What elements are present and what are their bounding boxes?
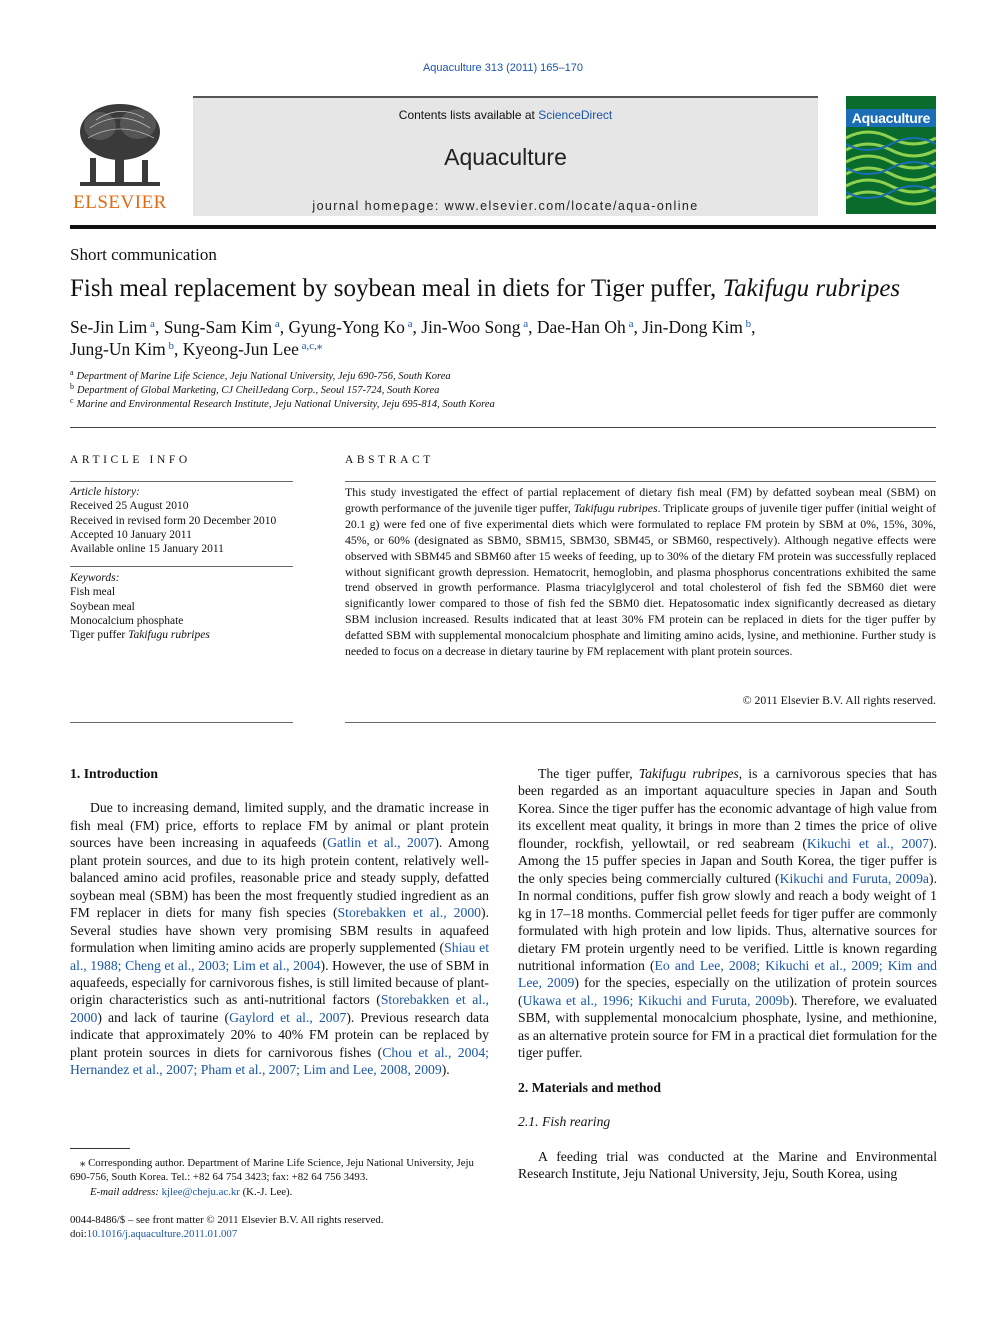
paragraph-text: ). Several studies have shown very promising SBM results in aquafeed formulation when limiting amino acids are properly supplemented ( xyxy=(70,905,490,956)
journal-banner xyxy=(193,96,818,216)
keyword: Monocalcium phosphate xyxy=(70,614,184,627)
citation-link[interactable]: Kikuchi and Furuta, 2009a xyxy=(779,870,930,886)
citation-link[interactable]: Gatlin et al., 2007 xyxy=(327,835,435,851)
paragraph-text: , is a carnivorous species that has been regarded as an important aquaculture species in Japan and South Korea. Since the tiger puffer has the economic advantage of high value from its excellent meat quality, it brings in more than 2 times the price of olive flounder, rockfish, yellowtail, or red seabream ( xyxy=(518,766,937,851)
paragraph-text: ). In normal conditions, puffer fish grow slowly and reach a body weight of 1 kg in 17–18 months. Commercial pellet feeds for tiger puffer are commonly formulated with high protein and low lipids. Thus, alternative sources for dietary FM protein urgently need to be verified. Little is known regarding nutritional information ( xyxy=(518,870,937,973)
paragraph-text: Due to increasing demand, limited supply, and the dramatic increase in fish meal (FM) price, efforts to replace FM by animal or plant protein sources have been increasing in aquafeeds ( xyxy=(70,800,489,851)
journal-citation[interactable]: Aquaculture 313 (2011) 165–170 xyxy=(422,62,584,74)
journal-homepage[interactable]: journal homepage: www.elsevier.com/locate/aqua-online xyxy=(312,199,699,213)
cover-title: Aquaculture xyxy=(846,109,936,127)
paragraph-text: ). However, the use of SBM in aquafeeds, especially for carnivorous fishes, is still limited because of plant-origin characteristics such as anti-nutritional factors ( xyxy=(70,957,489,1008)
author-separator: , xyxy=(174,339,183,359)
email-link[interactable]: kjlee@cheju.ac.kr xyxy=(161,1185,240,1198)
section-heading-introduction: 1. Introduction xyxy=(70,766,158,781)
affiliation-text: Department of Global Marketing, CJ CheilJedang Corp., Seoul 157-724, South Korea xyxy=(77,385,440,396)
article-history xyxy=(70,485,293,556)
paragraph-text: ). Among plant protein sources, and due to its high protein content, relatively well-balanced amino acid profiles, reasonable price and steady supply, defatted soybean meal (SBM) has been the most frequently studied ingredient as an FM replacer in diets for many fish species ( xyxy=(70,835,489,921)
abstract-heading: ABSTRACT xyxy=(345,454,434,466)
author-affiliation-mark[interactable]: a xyxy=(625,318,634,330)
elsevier-logo xyxy=(70,98,170,214)
citation-link[interactable]: Chou et al., 2004; Hernandez et al., 2007; Pham et al., 2007; Lim and Lee, 2008, 2009 xyxy=(70,1044,489,1078)
history-item: Accepted 10 January 2011 xyxy=(70,528,192,541)
abstract-part: . Triplicate groups of juvenile tiger puffer (initial weight of 20.1 g) were fed one of five experimental diets which were formulated to replace FM protein by SBM at 0%, 15%, 30%, 45%, or 60% (designated as SBM0, SBM15, SBM30, SBM45, or SBM60, respectively). Although negative effects were observed with SBM45 and SBM60 after 15 weeks of feeding, up to 30% of the dietary FM protein was successfully replaced without significant growth depression. Hematocrit, hemoglobin, and plasma phosphorus concentrations exhibited the same trend observed in growth performance. Plasma triacylglycerol and total cholesterol of fish fed the SBM60 diet were significantly lower compared to those of fish fed the SBM0 diet. Hepatosomatic index significantly decreased as dietary SBM inclusion increased. Results indicated that at least 30% FM protein can be replaced in diets for the tiger puffer by defatted SBM with supplemental monocalcium phosphate and limiting amino acids, lysine, and methionine. Further study is needed to focus on a decrease in dietary taurine by FM replacement with plant protein sources. xyxy=(345,500,937,659)
paragraph-text: ) and lack of taurine ( xyxy=(97,1009,230,1025)
author-affiliation-mark[interactable]: a xyxy=(520,318,529,330)
keyword xyxy=(70,628,293,642)
issn-line: 0044-8486/$ – see front matter © 2011 Elsevier B.V. All rights reserved. xyxy=(70,1214,384,1226)
elsevier-wordmark: ELSEVIER xyxy=(73,192,167,213)
affiliation-mark: b xyxy=(70,382,74,391)
author-affiliation-mark[interactable]: a xyxy=(272,318,280,330)
author-name: Dae-Han Oh xyxy=(536,317,626,337)
history-item: Received 25 August 2010 xyxy=(70,500,189,513)
contents-line xyxy=(193,108,818,122)
history-item: Received in revised form 20 December 2010 xyxy=(70,514,277,527)
front-matter xyxy=(70,1213,489,1242)
article-title xyxy=(70,273,950,305)
keywords-label: Keywords: xyxy=(70,572,120,584)
footnote-star: ⁎ xyxy=(80,1157,86,1169)
journal-cover xyxy=(846,96,936,214)
citation-link[interactable]: Kikuchi et al., 2007 xyxy=(806,835,930,851)
abstract-copyright: © 2011 Elsevier B.V. All rights reserved. xyxy=(742,693,936,707)
citation-link[interactable]: Shiau et al., 1988; Cheng et al., 2003; Lim et al., 2004 xyxy=(70,940,489,973)
citation-link[interactable]: Gaylord et al., 2007 xyxy=(229,1009,347,1025)
title-rule xyxy=(70,427,936,428)
affiliation xyxy=(70,384,495,398)
footnote-text: Corresponding author. Department of Marine Life Science, Jeju National University, Jeju 690-756, South Korea. Tel.: +82 64 754 3423; fax: +82 64 756 3493. xyxy=(70,1157,474,1184)
subsection-heading-fish-rearing: 2.1. Fish rearing xyxy=(518,1114,611,1130)
author-separator: , xyxy=(412,317,422,337)
affiliation xyxy=(70,398,495,412)
article-info-heading: ARTICLE INFO xyxy=(70,454,191,466)
affiliation-text: Department of Marine Life Science, Jeju National University, Jeju 690-756, South Korea xyxy=(76,371,451,382)
author-name: Sung-Sam Kim xyxy=(163,317,273,337)
author-separator: , xyxy=(751,317,756,337)
author-separator: , xyxy=(279,317,289,337)
article-info-rule xyxy=(70,722,293,723)
affiliation-list xyxy=(70,370,495,412)
contents-prefix: Contents lists available at xyxy=(398,108,539,122)
affiliation xyxy=(70,370,495,384)
paragraph-text: ). Among the 15 puffer species in Japan and South Korea, the tiger puffer is the only species being commercially cultured ( xyxy=(518,835,937,886)
keyword-prefix: Tiger puffer xyxy=(70,629,129,642)
citation-link[interactable]: Storebakken et al., 2000 xyxy=(337,905,482,921)
doi-link[interactable]: 10.1016/j.aquaculture.2011.01.007 xyxy=(86,1228,238,1241)
body-paragraph xyxy=(518,765,937,1062)
email-suffix: (K.-J. Lee). xyxy=(239,1185,293,1198)
paragraph-text: ). Therefore, we evaluated SBM, with supplemental monocalcium phosphate, lysine, and methionine, as an alternative protein source for FM in a practical diet formulation for the tiger puffer. xyxy=(518,992,938,1061)
body-paragraph xyxy=(70,799,489,1078)
body-paragraph: A feeding trial was conducted at the Marine and Environmental Research Institute, Jeju National University, Jeju, South Korea, using xyxy=(518,1148,937,1182)
affiliation-mark: a xyxy=(70,368,74,377)
author-affiliation-mark[interactable]: a,c,⁎ xyxy=(298,340,323,352)
section-heading-methods: 2. Materials and method xyxy=(518,1079,661,1095)
author-list xyxy=(70,316,936,360)
email-label: E-mail address: xyxy=(90,1185,162,1198)
journal-title: Aquaculture xyxy=(444,144,567,170)
body-right-column xyxy=(518,765,937,1183)
keyword-species: Takifugu rubripes xyxy=(128,629,210,642)
title-main: Fish meal replacement by soybean meal in diets for Tiger puffer, xyxy=(70,275,723,302)
author-name: Jin-Dong Kim xyxy=(642,317,743,337)
corresponding-author-footnote xyxy=(70,1156,489,1199)
author-separator: , xyxy=(154,317,164,337)
doi-line xyxy=(70,1227,489,1241)
keyword: Soybean meal xyxy=(70,600,135,613)
affiliation-text: Marine and Environmental Research Institute, Jeju National University, Jeju 695-814, South Korea xyxy=(76,399,495,410)
header-rule xyxy=(70,225,936,229)
article-type: Short communication xyxy=(70,245,217,264)
tree-icon xyxy=(70,98,170,194)
author-affiliation-mark[interactable]: a xyxy=(147,318,155,330)
sciencedirect-link[interactable]: ScienceDirect xyxy=(538,108,613,122)
author-name: Kyeong-Jun Lee xyxy=(182,339,299,359)
abstract-text xyxy=(345,485,936,660)
author-affiliation-mark[interactable]: b xyxy=(742,318,752,330)
paragraph-text: ). Previous research data indicate that approximately 20% to 40% FM protein can be replaced by plant protein sources in diets for carnivorous fishes ( xyxy=(70,1009,489,1060)
keyword-list xyxy=(70,571,293,642)
author-name: Jung-Un Kim xyxy=(70,339,166,359)
abstract-rule xyxy=(345,722,936,723)
article-info-rule xyxy=(70,481,293,482)
cover-pattern-icon xyxy=(846,96,936,214)
author-name: Jin-Woo Song xyxy=(421,317,521,337)
citation-link[interactable]: Ukawa et al., 1996; Kikuchi and Furuta, 2009b xyxy=(522,992,790,1008)
body-left-column xyxy=(70,765,489,1079)
author-name: Se-Jin Lim xyxy=(70,317,148,337)
affiliation-mark: c xyxy=(70,396,74,405)
abstract-species: Takifugu rubripes xyxy=(573,500,658,515)
species-name: Takifugu rubripes xyxy=(638,766,739,781)
footnote-rule xyxy=(70,1148,130,1149)
paragraph-text: The tiger puffer, xyxy=(538,766,639,781)
article-info-rule xyxy=(70,566,293,567)
abstract-rule xyxy=(345,481,936,482)
author-affiliation-mark[interactable]: b xyxy=(165,340,175,352)
paragraph-text: ) for the species, especially on the utilization of protein sources ( xyxy=(518,975,937,1008)
citation-link[interactable]: Eo and Lee, 2008; Kikuchi et al., 2009; Kim and Lee, 2009 xyxy=(518,957,937,991)
citation-link[interactable]: Storebakken et al., 2000 xyxy=(70,992,489,1025)
author-separator: , xyxy=(633,317,643,337)
history-item: Available online 15 January 2011 xyxy=(70,543,224,556)
history-label: Article history: xyxy=(70,486,140,498)
author-name: Gyung-Yong Ko xyxy=(288,317,405,337)
author-separator: , xyxy=(528,317,537,337)
keyword: Fish meal xyxy=(70,586,116,599)
doi-prefix: doi: xyxy=(70,1228,87,1241)
abstract-part: This study investigated the effect of partial replacement of dietary fish meal (FM) by defatted soybean meal (SBM) on growth performance of the juvenile tiger puffer, xyxy=(345,485,936,515)
title-species: Takifugu rubripes xyxy=(722,275,901,302)
author-affiliation-mark[interactable]: a xyxy=(404,318,413,330)
paragraph-text: ). xyxy=(441,1062,450,1078)
